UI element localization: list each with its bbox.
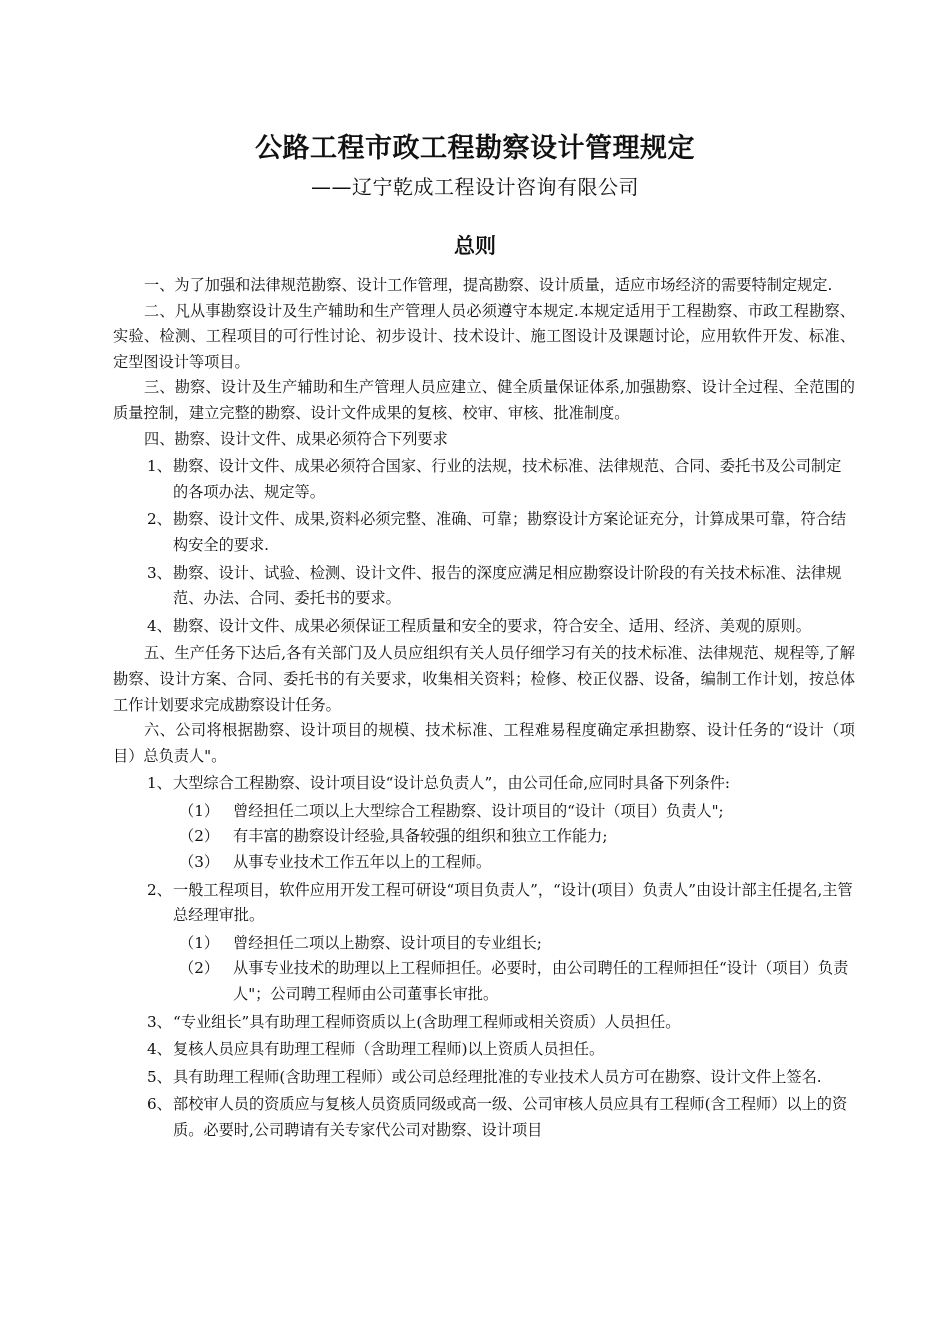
list-item-number: 2、 [147,880,172,899]
document-title: 公路工程市政工程勘察设计管理规定 [255,133,695,164]
list-item-text: 勘察、设计文件、成果,资料必须完整、准确、可靠；勘察设计方案论证充分，计算成果可靠，符合结构安全的要求. [173,510,847,554]
sub-list-item-number: （3） [179,853,220,872]
paragraph-1: 一、为了加强和法律规范勘察、设计工作管理，提高勘察、设计质量，适应市场经济的需要特制定规定. [144,276,833,294]
list-item [113,1010,855,1036]
list-item-number: 5、 [147,1067,172,1086]
list-item-text: 勘察、设计文件、成果必须符合国家、行业的法规，技术标准、法律规范、合同、委托书及公司制定的各项办法、规定等。 [173,457,842,501]
paragraph-6: 六、公司将根据勘察、设计项目的规模、技术标准、工程难易程度确定承担勘察、设计任务的“设计（项目）总负责人"。 [113,721,855,765]
list-item-text: 具有助理工程师(含助理工程师）或公司总经理批准的专业技术人员方可在勘察、设计文件上签名. [173,1067,822,1086]
list-item-text: 勘察、设计、试验、检测、设计文件、报告的深度应满足相应勘察设计阶段的有关技术标准、法律规范、办法、合同、委托书的要求。 [173,563,842,608]
list-item [113,771,855,797]
list-item [113,1065,855,1091]
list-item [113,1092,855,1143]
sub-list-item-text: 从事专业技术工作五年以上的工程师。 [233,853,492,872]
sub-list-item-number: （2） [179,827,220,846]
list-item-number: 2、 [147,510,172,529]
sub-list-item [113,931,855,957]
sub-list-item [113,956,855,1007]
sub-list-item-number: （2） [179,959,220,978]
sub-list-item-text: 曾经担任二项以上大型综合工程勘察、设计项目的“设计（项目）负责人"; [233,801,724,820]
sub-list-item-number: （1） [179,933,220,952]
list-item-number: 6、 [147,1095,172,1114]
document-body [113,273,855,1146]
list-item [113,1037,855,1063]
sub-list-item-text: 曾经担任二项以上勘察、设计项目的专业组长; [233,933,542,952]
list-item-number: 4、 [147,1040,172,1059]
list-item [113,507,855,558]
list-item [113,878,855,929]
section-heading: 总则 [454,234,496,258]
paragraph-4: 四、勘察、设计文件、成果必须符合下列要求 [144,429,448,448]
list-item-number: 4、 [147,616,172,635]
paragraph-5: 五、生产任务下达后,各有关部门及人员应组织有关人员仔细学习有关的技术标准、法律规范、规程等,了解勘察、设计方案、合同、委托书的有关要求，收集相关资料；检修、校正仪器、设备，编制工作计划，按总体工作计划要求完成勘察设计任务。 [113,644,855,714]
list-item [113,561,855,612]
list-item [113,614,855,640]
sub-list-item [113,824,855,850]
list-item-number: 3、 [147,1012,172,1031]
document-subtitle: ——辽宁乾成工程设计咨询有限公司 [311,175,639,199]
list-item-text: 复核人员应具有助理工程师（含助理工程师)以上资质人员担任。 [173,1040,605,1059]
list-item-text: 部校审人员的资质应与复核人员资质同级或高一级、公司审核人员应具有工程师(含工程师）以上的资质。必要时,公司聘请有关专家代公司对勘察、设计项目 [173,1095,848,1139]
list-item-number: 1、 [147,457,172,476]
sub-list-item-number: （1） [179,801,220,820]
list-item-number: 1、 [147,774,172,793]
list-item [113,454,855,505]
list-item-text: 大型综合工程勘察、设计项目设“设计总负责人”，由公司任命,应同时具备下列条件: [173,774,731,793]
sub-list-item [113,850,855,876]
sub-list-item-text: 从事专业技术的助理以上工程师担任。必要时，由公司聘任的工程师担任“设计（项目）负责人"；公司聘工程师由公司董事长审批。 [233,959,849,1004]
list-item-text: 一般工程项目，软件应用开发工程可研设“项目负责人”，“设计(项目）负责人”由设计部主任提名,主管总经理审批。 [173,880,853,925]
paragraph-2: 二、凡从事勘察设计及生产辅助和生产管理人员必须遵守本规定.本规定适用于工程勘察、市政工程勘察、实验、检测、工程项目的可行性讨论、初步设计、技术设计、施工图设计及课题讨论，应用软件开发、标准、定型图设计等项目。 [113,301,855,371]
list-item-text: “专业组长”具有助理工程师资质以上(含助理工程师或相关资质）人员担任。 [173,1012,681,1031]
sub-list-item-text: 有丰富的勘察设计经验,具备较强的组织和独立工作能力; [233,827,608,846]
list-item-text: 勘察、设计文件、成果必须保证工程质量和安全的要求，符合安全、适用、经济、美观的原则。 [173,616,811,635]
list-item-number: 3、 [147,563,172,582]
paragraph-3: 三、勘察、设计及生产辅助和生产管理人员应建立、健全质量保证体系,加强勘察、设计全过程、全范围的质量控制，建立完整的勘察、设计文件成果的复核、校审、审核、批准制度。 [113,378,855,422]
sub-list-item [113,799,855,825]
